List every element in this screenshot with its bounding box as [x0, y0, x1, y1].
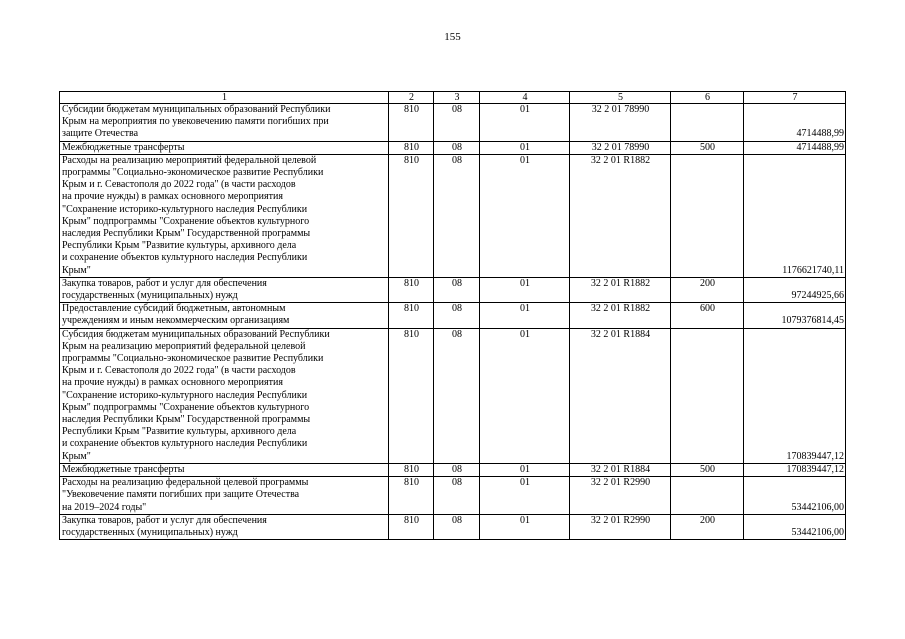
expense-type-cell: 200: [671, 277, 744, 302]
table-row: [60, 104, 846, 142]
target-article-cell: 32 2 01 R2990: [570, 514, 671, 539]
expense-type-cell: [671, 477, 744, 515]
row-name-line: Закупка товаров, работ и услуг для обеспечения: [62, 277, 267, 289]
expense-type-cell: 200: [671, 514, 744, 539]
section-code-cell: 08: [434, 328, 480, 463]
row-name-line: на прочие нужды) в рамках основного мероприятия: [62, 191, 283, 203]
target-article-cell: 32 2 01 R1884: [570, 463, 671, 476]
ministry-code-cell: 810: [389, 477, 434, 515]
subsection-code-cell: 01: [480, 303, 570, 328]
expense-type-cell: [671, 104, 744, 142]
row-name-cell: [60, 141, 389, 154]
table-row: [60, 477, 846, 515]
subsection-code-cell: 01: [480, 277, 570, 302]
ministry-code-cell: 810: [389, 104, 434, 142]
page-number: 155: [444, 31, 461, 43]
row-name-line: защите Отечества: [62, 128, 139, 140]
target-article-cell: 32 2 01 78990: [570, 104, 671, 142]
section-code-cell: 08: [434, 463, 480, 476]
expense-type-cell: 500: [671, 141, 744, 154]
row-name-line: Закупка товаров, работ и услуг для обеспечения: [62, 514, 267, 526]
target-article-cell: 32 2 01 78990: [570, 141, 671, 154]
subsection-code-cell: 01: [480, 477, 570, 515]
table-row: [60, 514, 846, 539]
row-name-line: на прочие нужды) в рамках основного мероприятия: [62, 377, 283, 389]
row-name-cell: [60, 463, 389, 476]
row-name-line: и сохранение объектов культурного наследия Республики: [62, 252, 308, 264]
row-name-line: Крым" подпрограммы "Сохранение объектов культурного: [62, 401, 310, 413]
target-article-cell: 32 2 01 R1884: [570, 328, 671, 463]
section-code-cell: 08: [434, 141, 480, 154]
header-cell: 5: [570, 92, 671, 104]
subsection-code-cell: 01: [480, 141, 570, 154]
row-name-line: Крым на реализацию мероприятий федеральной целевой: [62, 340, 306, 352]
ministry-code-cell: 810: [389, 141, 434, 154]
budget-table: [59, 91, 846, 540]
expense-type-cell: 500: [671, 463, 744, 476]
row-name-line: Республики Крым "Развитие культуры, архивного дела: [62, 240, 297, 252]
row-name-line: государственных (муниципальных) нужд: [62, 290, 238, 302]
header-cell: 1: [60, 92, 389, 104]
row-name-line: Крым и г. Севастополя до 2022 года" (в части расходов: [62, 365, 296, 377]
amount-cell: 97244925,66: [744, 277, 846, 302]
row-name-line: "Сохранение историко-культурного наследия Республики: [62, 203, 308, 215]
expense-type-cell: [671, 328, 744, 463]
target-article-cell: 32 2 01 R1882: [570, 303, 671, 328]
amount-cell: 53442106,00: [744, 477, 846, 515]
section-code-cell: 08: [434, 477, 480, 515]
row-name-line: Крым": [62, 450, 91, 462]
row-name-line: государственных (муниципальных) нужд: [62, 526, 238, 538]
row-name-cell: [60, 477, 389, 515]
table-body: [60, 92, 846, 540]
subsection-code-cell: 01: [480, 104, 570, 142]
table-row: [60, 277, 846, 302]
subsection-code-cell: 01: [480, 514, 570, 539]
row-name-line: Межбюджетные трансферты: [62, 463, 185, 475]
row-name-cell: [60, 154, 389, 277]
row-name-cell: [60, 277, 389, 302]
row-name-line: программы "Социально-экономическое развитие Республики: [62, 167, 324, 179]
amount-cell: 170839447,12: [744, 463, 846, 476]
row-name-cell: [60, 303, 389, 328]
expense-type-cell: [671, 154, 744, 277]
section-code-cell: 08: [434, 514, 480, 539]
amount-cell: 4714488,99: [744, 141, 846, 154]
target-article-cell: 32 2 01 R1882: [570, 277, 671, 302]
row-name-line: учреждениям и иным некоммерческим организациям: [62, 315, 290, 327]
table-row: [60, 141, 846, 154]
amount-cell: 4714488,99: [744, 104, 846, 142]
target-article-cell: 32 2 01 R2990: [570, 477, 671, 515]
subsection-code-cell: 01: [480, 154, 570, 277]
row-name-line: "Увековечение памяти погибших при защите Отечества: [62, 489, 300, 501]
amount-cell: 170839447,12: [744, 328, 846, 463]
header-cell: 4: [480, 92, 570, 104]
ministry-code-cell: 810: [389, 514, 434, 539]
header-cell: 2: [389, 92, 434, 104]
section-code-cell: 08: [434, 277, 480, 302]
row-name-line: Предоставление субсидий бюджетным, автономным: [62, 303, 286, 315]
expense-type-cell: 600: [671, 303, 744, 328]
row-name-line: наследия Республики Крым" Государственной программы: [62, 228, 311, 240]
header-cell: 7: [744, 92, 846, 104]
row-name-line: Крым": [62, 264, 91, 276]
row-name-line: Крым" подпрограммы "Сохранение объектов культурного: [62, 215, 310, 227]
row-name-line: Субсидия бюджетам муниципальных образований Республики: [62, 328, 330, 340]
amount-cell: 1079376814,45: [744, 303, 846, 328]
row-name-line: Расходы на реализацию федеральной целевой программы: [62, 477, 309, 489]
subsection-code-cell: 01: [480, 463, 570, 476]
amount-cell: 53442106,00: [744, 514, 846, 539]
table-row: [60, 463, 846, 476]
table-row: [60, 154, 846, 277]
ministry-code-cell: 810: [389, 463, 434, 476]
row-name-line: Крым на мероприятия по увековечению памяти погибших при: [62, 116, 329, 128]
section-code-cell: 08: [434, 104, 480, 142]
table-row: [60, 328, 846, 463]
row-name-line: Субсидии бюджетам муниципальных образований Республики: [62, 104, 331, 115]
ministry-code-cell: 810: [389, 277, 434, 302]
row-name-cell: [60, 514, 389, 539]
row-name-line: Расходы на реализацию мероприятий федеральной целевой: [62, 154, 317, 166]
ministry-code-cell: 810: [389, 303, 434, 328]
section-code-cell: 08: [434, 154, 480, 277]
table-row: [60, 303, 846, 328]
row-name-line: Межбюджетные трансферты: [62, 141, 185, 153]
header-cell: 3: [434, 92, 480, 104]
row-name-line: наследия Республики Крым" Государственной программы: [62, 414, 311, 426]
target-article-cell: 32 2 01 R1882: [570, 154, 671, 277]
amount-cell: 1176621740,11: [744, 154, 846, 277]
row-name-cell: [60, 104, 389, 142]
row-name-line: программы "Социально-экономическое развитие Республики: [62, 353, 324, 365]
ministry-code-cell: 810: [389, 154, 434, 277]
row-name-line: и сохранение объектов культурного наследия Республики: [62, 438, 308, 450]
header-cell: 6: [671, 92, 744, 104]
ministry-code-cell: 810: [389, 328, 434, 463]
section-code-cell: 08: [434, 303, 480, 328]
row-name-line: "Сохранение историко-культурного наследия Республики: [62, 389, 308, 401]
row-name-cell: [60, 328, 389, 463]
row-name-line: на 2019–2024 годы": [62, 501, 147, 513]
row-name-line: Крым и г. Севастополя до 2022 года" (в части расходов: [62, 179, 296, 191]
row-name-line: Республики Крым "Развитие культуры, архивного дела: [62, 426, 297, 438]
subsection-code-cell: 01: [480, 328, 570, 463]
table-header-row: [60, 92, 846, 104]
